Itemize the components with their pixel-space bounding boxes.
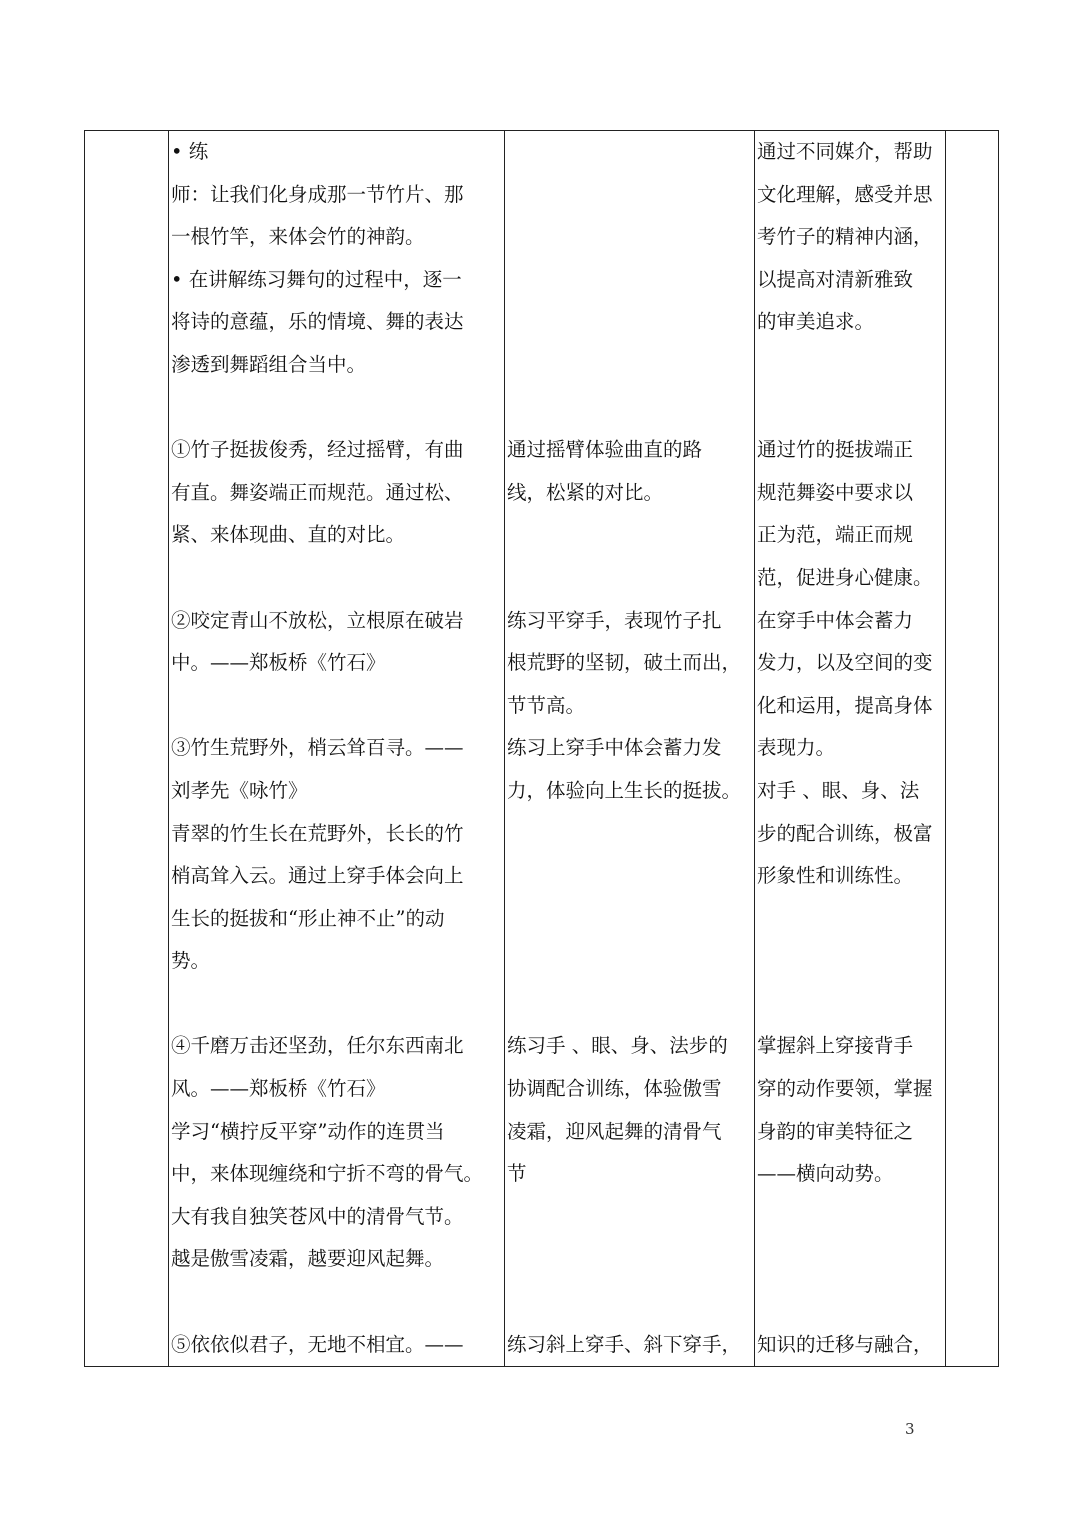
text-line: 中。——郑板桥《竹石》 xyxy=(171,651,386,675)
text-line: 知识的迁移与融合， xyxy=(757,1332,933,1356)
text-line: 的审美追求。 xyxy=(757,310,875,334)
text-line: 大有我自独笑苍风中的清骨气节。 xyxy=(171,1204,464,1228)
table-cell-section xyxy=(85,131,169,1367)
text-line: 凌霜，迎风起舞的清骨气 xyxy=(507,1119,722,1143)
table-cell-student-activity xyxy=(505,131,755,1367)
blank-line xyxy=(507,387,754,430)
text-line: 有直。舞姿端正而规范。通过松、 xyxy=(171,480,464,504)
text-line: 根荒野的坚韧，破土而出， xyxy=(507,651,742,675)
blank-line xyxy=(507,855,754,898)
text-line: 范，促进身心健康。 xyxy=(757,565,933,589)
text-line: 将诗的意蕴，乐的情境、舞的表达 xyxy=(171,310,464,334)
text-line: 梢高耸入云。通过上穿手体会向上 xyxy=(171,864,464,888)
text-line: 风。——郑板桥《竹石》 xyxy=(171,1077,386,1101)
student-activity-column xyxy=(505,131,754,1366)
text-line: 形象性和训练性。 xyxy=(757,864,914,888)
blank-line xyxy=(171,557,504,600)
text-line: 通过摇臂体验曲直的路 xyxy=(507,438,703,462)
text-line: 学习“横拧反平穿”动作的连贯当 xyxy=(171,1119,445,1143)
page-number: 3 xyxy=(905,1420,915,1438)
blank-line xyxy=(757,1196,945,1239)
blank-line xyxy=(507,131,754,174)
text-line: 正为范，端正而规 xyxy=(757,523,914,547)
text-line: ②咬定青山不放松，立根原在破岩 xyxy=(171,608,464,632)
lesson-plan-table xyxy=(84,130,999,1367)
blank-line xyxy=(507,813,754,856)
text-line: 练习手 、眼、身、法步的 xyxy=(507,1034,728,1058)
text-line: • 练 xyxy=(171,140,209,163)
text-line: 节节高。 xyxy=(507,693,586,717)
text-line: 协调配合训练，体验傲雪 xyxy=(507,1077,722,1101)
blank-line xyxy=(757,344,945,387)
design-intent-column xyxy=(755,131,945,1366)
blank-line xyxy=(757,898,945,941)
blank-line xyxy=(507,1281,754,1324)
text-line: 练习平穿手，表现竹子扎 xyxy=(507,608,722,632)
text-line: ④千磨万击还坚劲，任尔东西南北 xyxy=(171,1034,464,1058)
blank-line xyxy=(171,983,504,1026)
blank-line xyxy=(757,387,945,430)
text-line: ③竹生荒野外，梢云耸百寻。—— xyxy=(171,736,464,760)
text-line: 通过竹的挺拔端正 xyxy=(757,438,914,462)
blank-line xyxy=(507,344,754,387)
text-line: 身韵的审美特征之 xyxy=(757,1119,914,1143)
text-line: 练习斜上穿手、斜下穿手， xyxy=(507,1332,742,1356)
text-line: 练习上穿手中体会蓄力发 xyxy=(507,736,722,760)
text-line: ①竹子挺拔俊秀，经过摇臂，有曲 xyxy=(171,438,464,462)
text-line: 步的配合训练，极富 xyxy=(757,821,933,845)
text-line: 师：让我们化身成那一节竹片、那 xyxy=(171,182,464,206)
text-line: ⑤依依似君子，无地不相宜。—— xyxy=(171,1332,464,1356)
text-line: 通过不同媒介，帮助 xyxy=(757,140,933,163)
text-line: 青翠的竹生长在荒野外，长长的竹 xyxy=(171,821,464,845)
blank-line xyxy=(507,1196,754,1239)
text-line: 化和运用，提高身体 xyxy=(757,693,933,717)
blank-line xyxy=(171,387,504,430)
text-line: 势。 xyxy=(171,949,211,973)
table-cell-teaching-content xyxy=(169,131,505,1367)
text-line: 越是傲雪凌霜，越要迎风起舞。 xyxy=(171,1247,445,1271)
text-line: 生长的挺拔和“形止神不止”的动 xyxy=(171,906,445,930)
blank-line xyxy=(171,1281,504,1324)
text-line: 穿的动作要领，掌握 xyxy=(757,1077,933,1101)
blank-line xyxy=(757,983,945,1026)
text-line: 以提高对清新雅致 xyxy=(757,267,914,291)
table-cell-design-intent xyxy=(755,131,946,1367)
blank-line xyxy=(507,940,754,983)
text-line: 掌握斜上穿接背手 xyxy=(757,1034,914,1058)
text-line: • 在讲解练习舞句的过程中，逐一 xyxy=(171,267,462,291)
text-line: 发力，以及空间的变 xyxy=(757,651,933,675)
blank-line xyxy=(507,1238,754,1281)
blank-line xyxy=(507,514,754,557)
blank-line xyxy=(507,301,754,344)
text-line: 规范舞姿中要求以 xyxy=(757,480,914,504)
text-line: 对手 、眼、身、法 xyxy=(757,778,920,802)
blank-line xyxy=(507,898,754,941)
blank-line xyxy=(507,216,754,259)
text-line: 力，体验向上生长的挺拔。 xyxy=(507,778,742,802)
blank-line xyxy=(757,1281,945,1324)
text-line: 线，松紧的对比。 xyxy=(507,480,664,504)
blank-line xyxy=(507,983,754,1026)
text-line: 表现力。 xyxy=(757,736,836,760)
text-line: 刘孝先《咏竹》 xyxy=(171,778,308,802)
blank-line xyxy=(757,1238,945,1281)
text-line: 中，来体现缠绕和宁折不弯的骨气。 xyxy=(171,1162,484,1186)
table-row xyxy=(85,131,999,1367)
blank-line xyxy=(507,557,754,600)
text-line: 渗透到舞蹈组合当中。 xyxy=(171,352,367,376)
text-line: 考竹子的精神内涵， xyxy=(757,225,933,249)
teaching-content-column xyxy=(169,131,504,1366)
blank-line xyxy=(757,940,945,983)
text-line: 文化理解，感受并思 xyxy=(757,182,933,206)
table-cell-notes xyxy=(946,131,999,1367)
text-line: 紧、来体现曲、直的对比。 xyxy=(171,523,406,547)
text-line: 一根竹竿，来体会竹的神韵。 xyxy=(171,225,425,249)
text-line: ——横向动势。 xyxy=(757,1162,894,1186)
blank-line xyxy=(507,259,754,302)
blank-line xyxy=(507,174,754,217)
text-line: 节 xyxy=(507,1162,527,1186)
text-line: 在穿手中体会蓄力 xyxy=(757,608,914,632)
blank-line xyxy=(171,685,504,728)
